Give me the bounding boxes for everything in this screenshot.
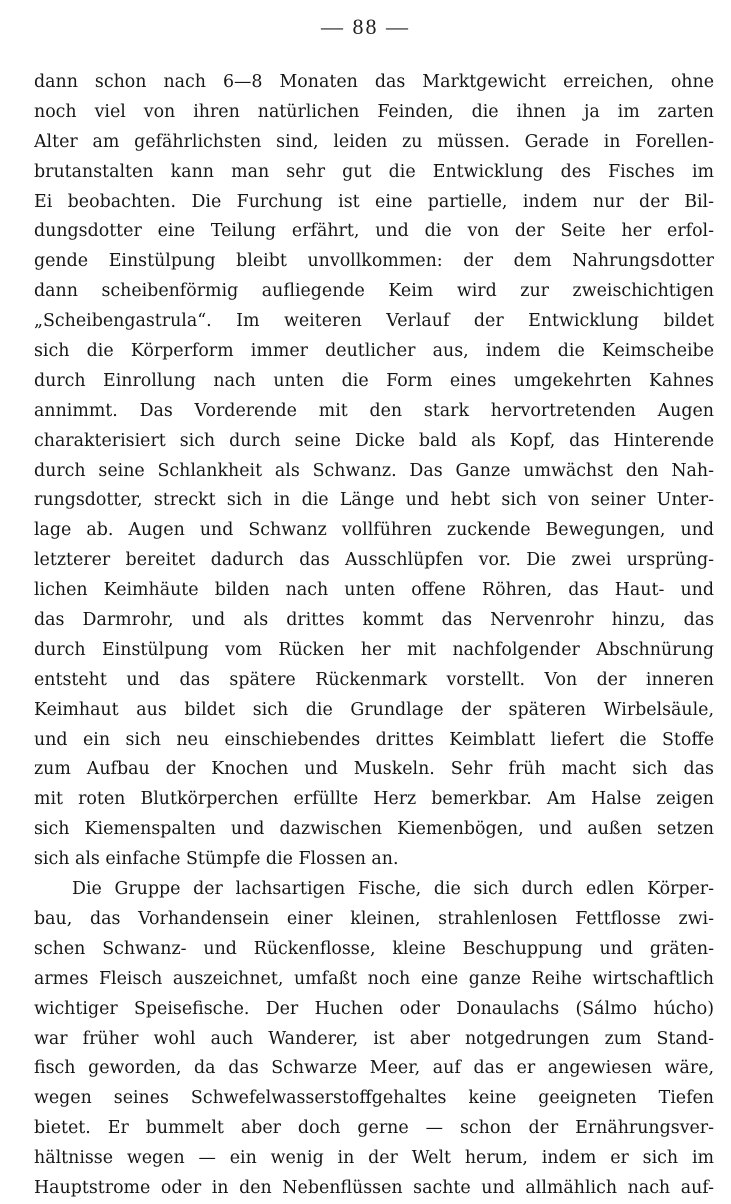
page-number: — 88 —	[321, 14, 410, 39]
text-line: rungsdotter, streckt sich in die Länge und hebt sich von seiner Unter-	[34, 490, 714, 511]
paragraph-embryo-development	[34, 68, 714, 875]
text-line: durch Einstülpung vom Rücken her mit nachfolgender Abschnürung	[34, 639, 714, 660]
text-line: Hauptstrome oder in den Nebenflüssen sachte und allmählich nach auf-	[34, 1177, 714, 1198]
text-line: lichen Keimhäute bilden nach unten offene Röhren, das Haut- und	[34, 580, 714, 601]
body-text	[34, 68, 714, 1204]
text-line: dungsdotter eine Teilung erfährt, und die von der Seite her erfol-	[34, 221, 714, 242]
text-line: hältnisse wegen — ein wenig in der Welt herum, indem er sich im	[34, 1148, 714, 1169]
text-line: sich Kiemenspalten und dazwischen Kiemenbögen, und außen setzen	[34, 819, 714, 840]
text-line: durch seine Schlankheit als Schwanz. Das Ganze umwächst den Nah-	[34, 460, 714, 481]
text-line: durch Einrollung nach unten die Form eines umgekehrten Kahnes	[34, 370, 714, 391]
text-line: fisch geworden, da das Schwarze Meer, auf das er angewiesen wäre,	[34, 1058, 714, 1079]
text-line: Keimhaut aus bildet sich die Grundlage der späteren Wirbelsäule,	[34, 699, 714, 720]
text-line: bau, das Vorhandensein einer kleinen, strahlenlosen Fettflosse zwi-	[34, 908, 714, 929]
text-line: entsteht und das spätere Rückenmark vorstellt. Von der inneren	[34, 669, 714, 690]
text-line: Alter am gefährlichsten sind, leiden zu müssen. Gerade in Forellen-	[34, 131, 714, 152]
text-line: bietet. Er bummelt aber doch gerne — schon der Ernährungsver-	[34, 1118, 714, 1139]
text-line: annimmt. Das Vorderende mit den stark hervortretenden Augen	[34, 400, 714, 421]
text-line: Ei beobachten. Die Furchung ist eine partielle, indem nur der Bil-	[34, 191, 714, 212]
text-line: letzterer bereitet dadurch das Ausschlüpfen vor. Die zwei ursprüng-	[34, 550, 714, 571]
text-line: schen Schwanz- und Rückenflosse, kleine Beschuppung und gräten-	[34, 938, 714, 959]
text-line: war früher wohl auch Wanderer, ist aber notgedrungen zum Stand-	[34, 1028, 714, 1049]
text-line: brutanstalten kann man sehr gut die Entwicklung des Fisches im	[34, 161, 714, 182]
text-line: mit roten Blutkörperchen erfüllte Herz bemerkbar. Am Halse zeigen	[34, 789, 714, 810]
text-line: zum Aufbau der Knochen und Muskeln. Sehr früh macht sich das	[34, 759, 714, 780]
text-line: noch viel von ihren natürlichen Feinden, die ihnen ja im zarten	[34, 101, 714, 122]
text-line: charakterisiert sich durch seine Dicke bald als Kopf, das Hinterende	[34, 430, 714, 451]
text-line: wegen seines Schwefelwasserstoffgehaltes keine geeigneten Tiefen	[34, 1088, 714, 1109]
text-line: „Scheibengastrula“. Im weiteren Verlauf der Entwicklung bildet	[34, 311, 714, 332]
text-line: und ein sich neu einschiebendes drittes Keimblatt liefert die Stoffe	[34, 729, 714, 750]
text-line: armes Fleisch auszeichnet, umfaßt noch eine ganze Reihe wirtschaftlich	[34, 968, 714, 989]
text-line: wichtiger Speisefische. Der Huchen oder Donaulachs (Sálmo húcho)	[34, 998, 714, 1019]
text-line: dann schon nach 6—8 Monaten das Marktgewicht erreichen, ohne	[34, 72, 714, 92]
text-line: sich die Körperform immer deutlicher aus, indem die Keimscheibe	[34, 341, 714, 362]
paragraph-salmonids	[34, 875, 714, 1204]
text-line: sich als einfache Stümpfe die Flossen an.	[34, 849, 399, 870]
text-line: Die Gruppe der lachsartigen Fische, die sich durch edlen Körper-	[72, 879, 714, 900]
text-line: lage ab. Augen und Schwanz vollführen zuckende Bewegungen, und	[34, 520, 714, 541]
text-line: das Darmrohr, und als drittes kommt das Nervenrohr hinzu, das	[34, 610, 714, 631]
text-line: gende Einstülpung bleibt unvollkommen: der dem Nahrungsdotter	[34, 251, 714, 272]
text-line: dann scheibenförmig aufliegende Keim wird zur zweischichtigen	[34, 281, 714, 302]
